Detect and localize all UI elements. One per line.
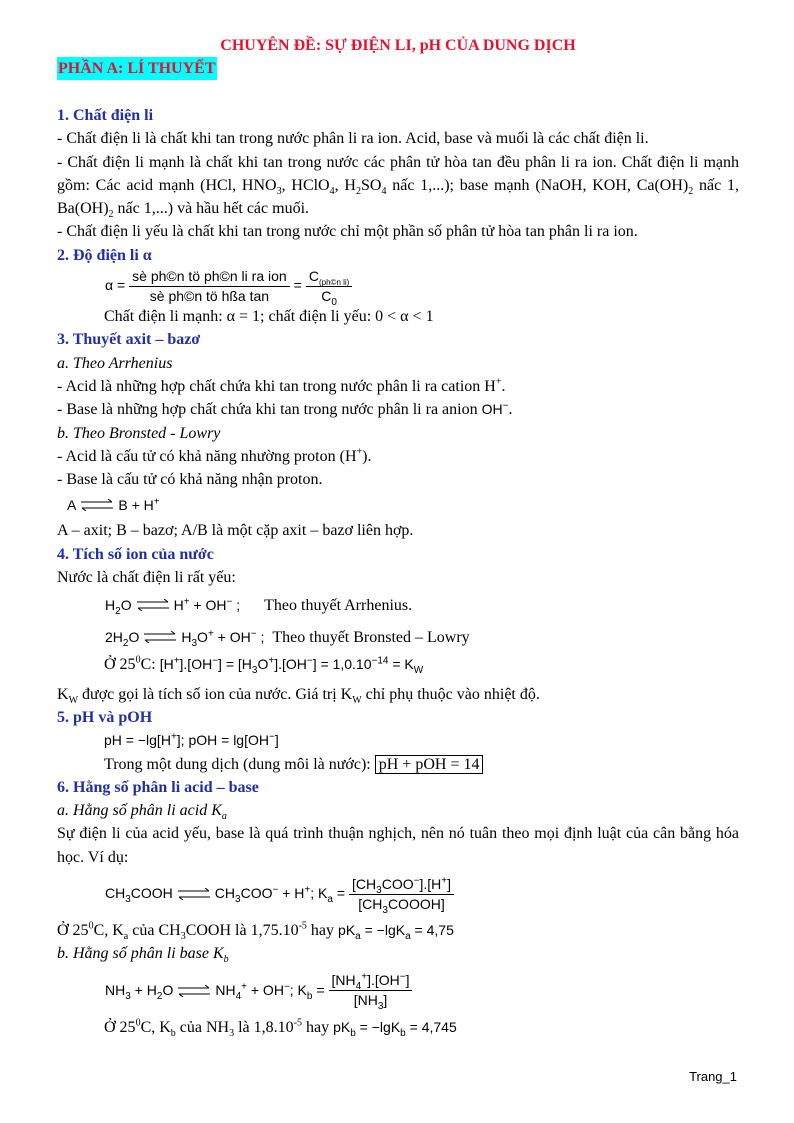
kb-equation: $NH_3 + H_2O$ $NH_4^+ + OH^-$; $K_b$ = $\frac{[NH_4^+].[OH^-]}{[NH_3]}$: [57, 966, 739, 1016]
s3-b-line-1: - Acid là cấu tử có khả năng nhường proton (H+).: [57, 446, 372, 465]
s6-a-text: Sự điện li của acid yếu, base là quá trình thuận nghịch, nên nó tuân theo mọi định luật của cân bằng hóa học. Ví dụ:: [57, 825, 739, 866]
equilibrium-arrow-icon: [177, 888, 211, 900]
page-number: Trang_1: [689, 1069, 737, 1084]
ka-equation: $CH_3COOH$ $CH_3COO^- + H^+$; $K_a$ = $\frac{[CH_3COO^-].[H^+]}{[CH_3COOOH]}$: [57, 869, 739, 919]
s3-b-heading: b. Theo Bronsted - Lowry: [57, 424, 221, 442]
equilibrium-arrow-icon: [80, 499, 114, 511]
part-a-heading: PHẦN A: LÍ THUYẾT: [57, 57, 217, 80]
ka-value: Ở $25^0C$, $K_a$ của $CH_3COOH$ là $1,75.10^{-5}$ hay $pK_a = -\lg K_a = 4,75$: [57, 920, 454, 943]
kw-note: $K_W$ được gọi là tích số ion của nước. Giá trị $K_W$ chỉ phụ thuộc vào nhiệt độ.: [57, 685, 540, 706]
document-title: CHUYÊN ĐỀ: SỰ ĐIỆN LI, pH CỦA DUNG DỊCH: [220, 37, 576, 54]
s3-b-line-2: - Base là cấu tử có khả năng nhận proton.: [57, 471, 323, 489]
section-5-heading: 5. pH và pOH: [57, 708, 153, 726]
equilibrium-arrow-icon: [177, 985, 211, 997]
section-4-heading: 4. Tích số ion của nước: [57, 545, 214, 563]
s1-line-3: - Chất điện li yếu là chất khi tan trong nước chỉ một phần số phân tử hòa tan phân li ra ion.: [57, 223, 638, 241]
section-3-heading: 3. Thuyết axit – bazơ: [57, 331, 201, 349]
section-1-heading: 1. Chất điện li: [57, 107, 154, 124]
equilibrium-arrow-icon: [143, 631, 177, 643]
equilibrium-arrow-icon: [136, 599, 170, 611]
s3-a-line-1: - Acid là những hợp chất chứa khi tan trong nước phân li ra cation H+.: [57, 376, 506, 395]
page-content: [57, 34, 739, 1039]
s1-line-1: - Chất điện li là chất khi tan trong nước phân li ra ion. Acid, base và muối là các chất điện li.: [57, 130, 649, 148]
kw-definition: Ở $25^0C$: $[H^+].[OH^-] = [H_3O^+].[OH^-] = 1,0.10^{-14} = K_W$: [104, 655, 424, 677]
water-eq-bronsted: $2H_2O$ $H_3O^+ + OH^-$ ; Theo thuyết Bronsted – Lowry: [105, 628, 470, 649]
s6-b-heading: b. Hằng số phân li base $K_b$: [57, 945, 229, 966]
s6-a-heading: a. Hằng số phân li acid $K_a$: [57, 802, 227, 823]
water-eq-arrhenius: $H_2O$ H+ + OH− ; Theo thuyết Arrhenius.: [105, 596, 413, 617]
alpha-note: Chất điện li mạnh: α = 1; chất điện li yếu: 0 < α < 1: [104, 308, 434, 326]
section-6-heading: 6. Hằng số phân li acid – base: [57, 778, 259, 796]
s3-note: A – axit; B – bazơ; A/B là một cặp axit – bazơ liên hợp.: [57, 522, 414, 540]
s3-a-line-2: - Base là những hợp chất chứa khi tan trong nước phân li ra anion OH−.: [57, 400, 513, 419]
ph-poh-box: pH + pOH = 14: [375, 755, 484, 774]
s1-line-2: - Chất điện li mạnh là chất khi tan trong nước các phân tử hòa tan đều phân li ra ion. Chất điện li mạnh gồm: Các acid mạnh (HCl, $HNO_3$, HClO$_4$, $H_2SO_4$ nấc 1,...); base mạnh (NaOH, KOH, $Ca(OH)_2$ nấc 1, $Ba(OH)_2$ nấc 1,...) và hầu hết các muối.: [57, 153, 740, 221]
s4-intro: Nước là chất điện li rất yếu:: [57, 569, 236, 587]
bronsted-equation: A B + H+: [67, 496, 160, 513]
s3-a-heading: a. Theo Arrhenius: [57, 354, 173, 372]
section-2-heading: 2. Độ điện li α: [57, 246, 152, 264]
ph-note: Trong một dung dịch (dung môi là nước): pH + pOH = 14: [57, 753, 739, 776]
kb-value: Ở $25^0C$, $K_b$ của $NH_3$ là $1,8.10^{-5}$ hay $pK_b = -\lg K_b = 4,745$: [104, 1017, 457, 1039]
alpha-formula: α = $\frac{\text{sè ph©n tö ph©n li ra ion}}{\text{sè ph©n tö hßa tan}}$ = $\frac{C_{(ph©n li)}}{C_0}$: [57, 267, 739, 305]
ph-formula: pH = −lg[H+]; pOH = lg[OH−]: [104, 731, 279, 749]
